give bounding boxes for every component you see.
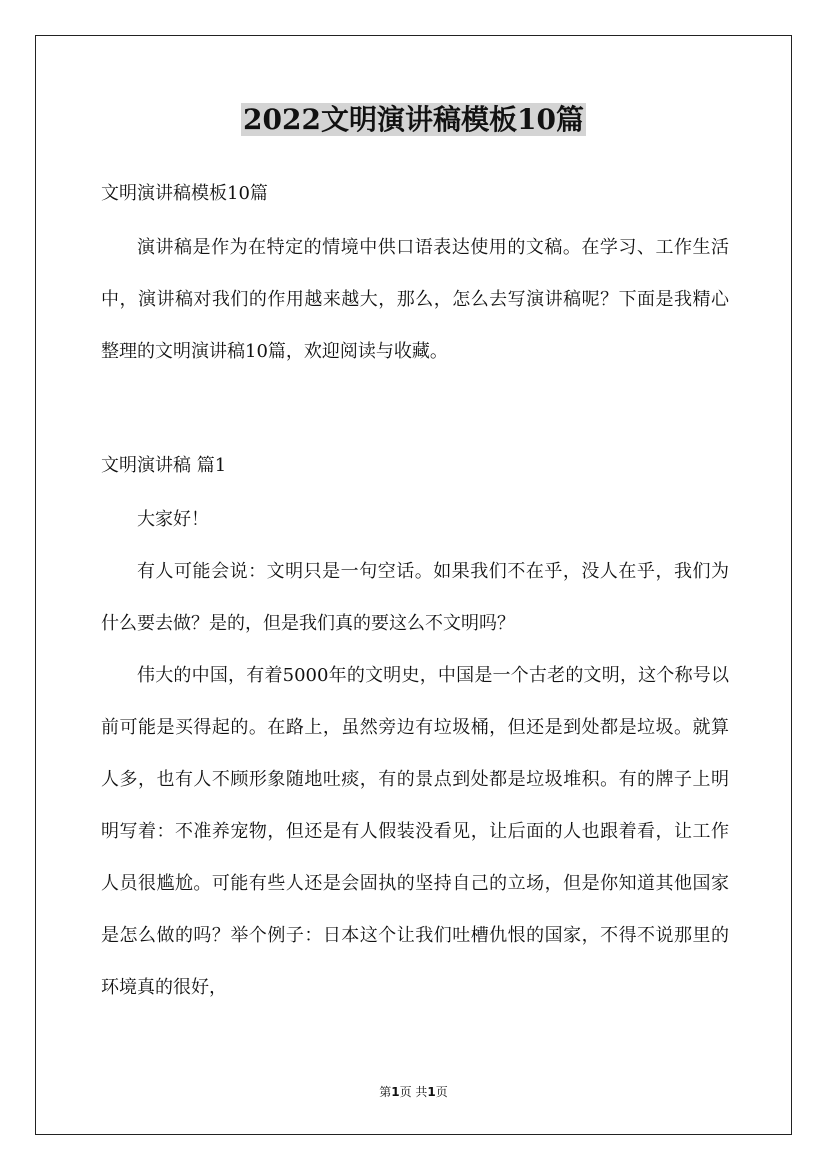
intro-paragraph: 演讲稿是作为在特定的情境中供口语表达使用的文稿。在学习、工作生活中，演讲稿对我们的作用越来越大，那么，怎么去写演讲稿呢？下面是我精心整理的文明演讲稿10篇，欢迎阅读与收藏。 bbox=[101, 237, 729, 362]
document-subtitle: 文明演讲稿模板10篇 bbox=[101, 183, 268, 204]
section-heading: 文明演讲稿 篇1 bbox=[101, 455, 227, 476]
document-title-text: 2022文明演讲稿模板10篇 bbox=[243, 103, 584, 136]
footer-suffix: 页 bbox=[435, 1085, 448, 1099]
footer-total-pages: 1 bbox=[427, 1085, 436, 1099]
body-paragraph-2: 伟大的中国，有着5000年的文明史，中国是一个古老的文明，这个称号以前可能是买得起的。在路上，虽然旁边有垃圾桶，但还是到处都是垃圾。就算人多，也有人不顾形象随地吐痰，有的景点到处都是垃圾堆积。有的牌子上明明写着：不准养宠物，但还是有人假装没看见，让后面的人也跟着看，让工作人员很尴尬。可能有些人还是会固执的坚持自己的立场，但是你知道其他国家是怎么做的吗？举个例子：日本这个让我们吐槽仇恨的国家，不得不说那里的环境真的很好， bbox=[101, 665, 729, 998]
footer-prefix: 第 bbox=[379, 1085, 392, 1099]
footer-mid: 页 共 bbox=[399, 1085, 428, 1099]
body-paragraph-1: 有人可能会说：文明只是一句空话。如果我们不在乎，没人在乎，我们为什么要去做？是的，但是我们真的要这么不文明吗？ bbox=[101, 561, 729, 634]
document-title bbox=[0, 100, 827, 140]
greeting-paragraph: 大家好！ bbox=[137, 509, 209, 530]
page-footer bbox=[0, 1084, 827, 1100]
footer-page-number: 1 bbox=[391, 1085, 400, 1099]
